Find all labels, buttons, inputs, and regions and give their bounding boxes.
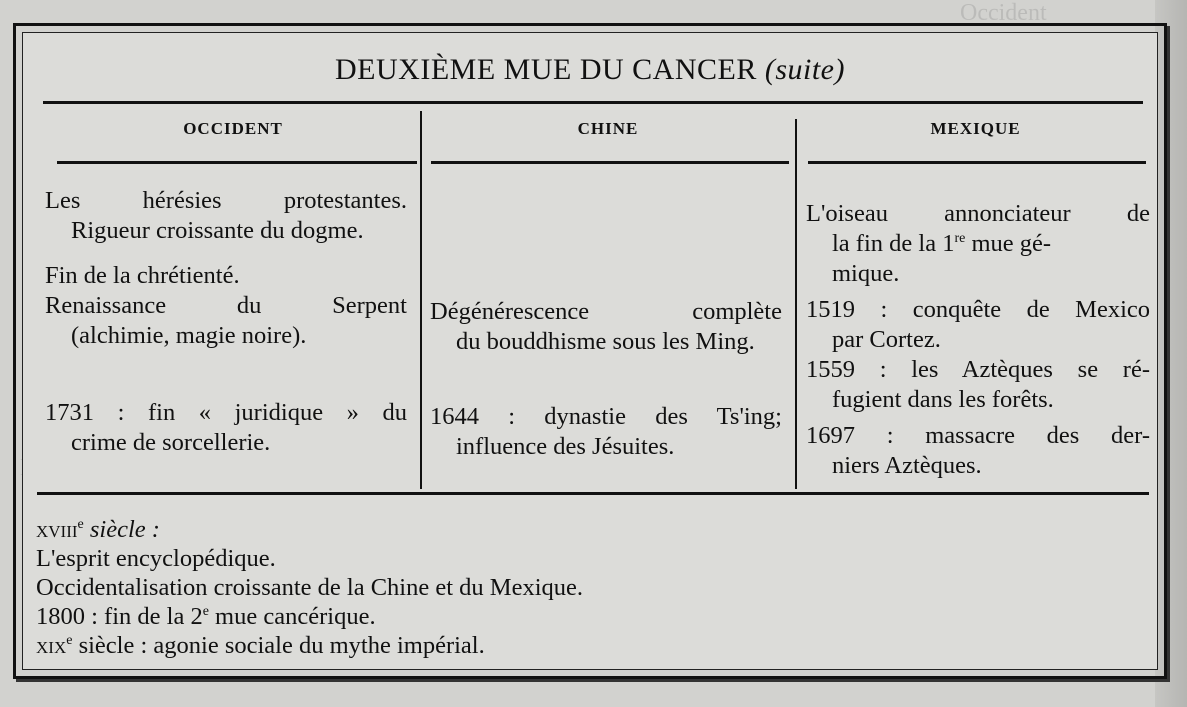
footer-line: L'esprit encyclopédique. [36,545,276,572]
footer-line: 1800 : fin de la 2e mue cancérique. [36,603,376,630]
column-header-occident: OCCIDENT [183,119,283,138]
column-separator-2 [795,119,797,489]
occident-entry: Renaissance du Serpent (alchimie, magie noire). [45,292,407,349]
column-header-chine: CHINE [577,119,639,138]
footer-rule [37,492,1149,495]
footer-line: xix$^e$ siècle : agonie sociale du mythe impérial. [36,632,485,659]
header-rule-chine [431,161,789,164]
footer-line: xviii$^e$ siècle : [36,516,160,543]
mexique-entry: L'oiseau annonciateur de la fin de la 1re mue gé- mique. [806,200,1150,287]
title-text: DEUXIÈME MUE DU CANCER [335,53,757,86]
occident-entry: 1731 : fin « juridique » du crime de sorcellerie. [45,399,407,456]
mexique-entry: 1519 : conquête de Mexico par Cortez. [806,296,1150,353]
footer-notes [36,515,583,660]
column-chine [430,297,782,462]
occident-entry: Fin de la chrétienté. [45,262,240,289]
title-rule [43,101,1143,104]
chine-entry: 1644 : dynastie des Ts'ing; influence des Jésuites. [430,403,782,460]
title-suffix: (suite) [764,53,845,86]
column-header-mexique: MEXIQUE [930,119,1021,138]
chine-entry: Dégénérescence complète du bouddhisme sous les Ming. [430,298,782,355]
mexique-entry: 1697 : massacre des der- niers Aztèques. [806,422,1150,479]
column-occident [45,186,407,458]
table-title [23,53,1157,87]
header-rule-occident [57,161,417,164]
table-frame [13,23,1167,679]
bleed-through-text: Occident [960,0,1047,26]
table-body [22,32,1158,670]
column-mexique [806,199,1150,481]
occident-entry: Les hérésies protestantes. Rigueur croissante du dogme. [45,187,407,244]
mexique-entry: 1559 : les Aztèques se ré- fugient dans les forêts. [806,356,1150,413]
footer-line: Occidentalisation croissante de la Chine et du Mexique. [36,574,584,601]
header-rule-mexique [808,161,1146,164]
column-separator-1 [420,111,422,489]
